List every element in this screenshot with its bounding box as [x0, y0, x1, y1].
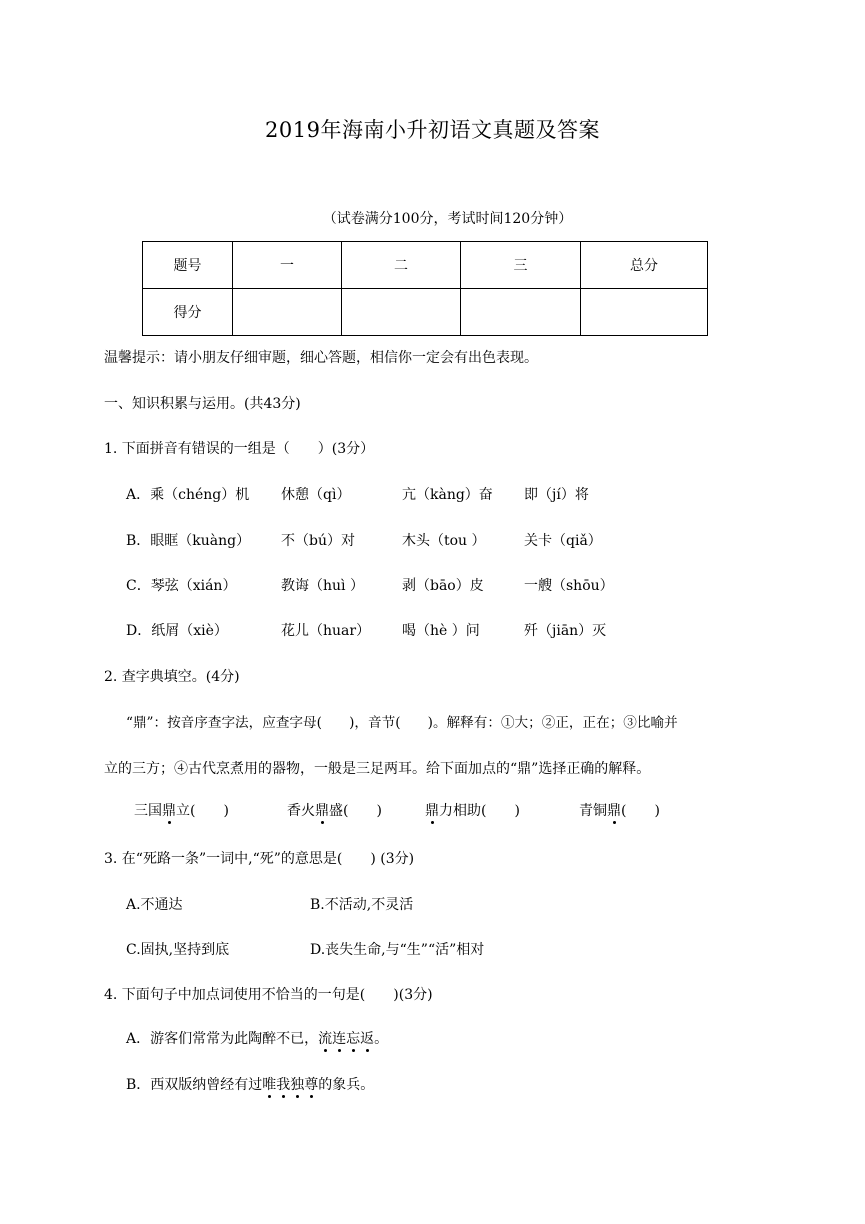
- tip-text: 温馨提示：请小朋友仔细审题，细心答题，相信你一定会有出色表现。: [104, 350, 538, 366]
- score-header-cell: 总分: [581, 242, 708, 289]
- q1-option-c-1: C．琴弦（xián）: [126, 578, 237, 594]
- dot-marked-char: 返: [360, 1028, 374, 1048]
- dot-marked-char: 连: [332, 1028, 346, 1048]
- score-header-cell: 三: [461, 242, 581, 289]
- q1-option-a-3: 亢（kàng）奋: [402, 487, 493, 503]
- score-table: [142, 241, 708, 336]
- dot-marked-char: 鼎: [315, 800, 329, 820]
- score-header-cell: 题号: [143, 242, 233, 289]
- dot-marked-char: 鼎: [607, 800, 621, 820]
- score-cell[interactable]: [342, 289, 461, 336]
- q1-option-b-1: B．眼眶（kuàng）: [126, 533, 251, 549]
- q1-option-c-3: 剥（bāo）皮: [402, 578, 484, 594]
- q1-option-d-1: D．纸屑（xiè）: [126, 623, 228, 639]
- q1-option-a-4: 即（jí）将: [524, 487, 589, 503]
- dot-marked-char: 鼎: [425, 800, 439, 820]
- dot-marked-char: 我: [276, 1074, 290, 1094]
- score-cell[interactable]: [581, 289, 708, 336]
- q1-option-b-2: 不（bú）对: [281, 533, 355, 549]
- score-cell[interactable]: [233, 289, 342, 336]
- q1-option-d-2: 花儿（huar）: [281, 623, 371, 639]
- question-2-stem: 2. 查字典填空。(4分): [104, 669, 240, 685]
- score-cell[interactable]: [461, 289, 581, 336]
- question-2-line-2: 立的三方；④古代烹煮用的器物，一般是三足两耳。给下面加点的“鼎”选择正确的解释。: [104, 761, 651, 777]
- q1-option-a-1: A．乘（chéng）机: [126, 487, 250, 503]
- q1-option-d-3: 喝（hè ）问: [402, 623, 480, 639]
- q3-option-d: D.丧失生命,与“生”“活”相对: [310, 942, 485, 958]
- dot-marked-char: 流: [318, 1028, 332, 1048]
- section-heading: 一、知识积累与运用。(共43分): [104, 396, 301, 412]
- q1-option-b-3: 木头（tou ）: [402, 533, 486, 549]
- q1-option-c-2: 教诲（huì ）: [281, 578, 364, 594]
- q2-item-2: 香火鼎盛( ): [287, 800, 382, 820]
- score-header-cell: 二: [342, 242, 461, 289]
- dot-marked-char: 忘: [346, 1028, 360, 1048]
- q4-option-b: B．西双版纳曾经有过唯我独尊的象兵。: [126, 1074, 374, 1094]
- q4-option-a: A．游客们常常为此陶醉不已，流连忘返。: [126, 1028, 388, 1048]
- question-1-stem: 1. 下面拼音有错误的一组是（ ）(3分）: [104, 441, 375, 457]
- q1-option-a-2: 休憩（qì）: [281, 487, 351, 503]
- q2-item-1: 三国鼎立( ): [134, 800, 229, 820]
- question-2-line-1: “鼎”：按音序查字法，应查字母( )，音节( )。解释有：①大；②正，正在；③比喻并: [126, 715, 678, 731]
- q3-option-c: C.固执,坚持到底: [126, 942, 230, 958]
- q1-option-b-4: 关卡（qiǎ）: [524, 533, 602, 549]
- q2-item-3: 鼎力相助( ): [425, 800, 520, 820]
- q3-option-b: B.不活动,不灵活: [310, 897, 414, 913]
- score-table-score-row: [143, 289, 708, 336]
- page-title: 2019年海南小升初语文真题及答案: [265, 118, 600, 142]
- score-header-cell: 一: [233, 242, 342, 289]
- q1-option-d-4: 歼（jiān）灭: [524, 623, 607, 639]
- dot-marked-char: 鼎: [162, 800, 176, 820]
- dot-marked-char: 独: [290, 1074, 304, 1094]
- score-row-label: 得分: [143, 289, 233, 336]
- q1-option-c-4: 一艘（shōu）: [524, 578, 614, 594]
- q2-item-4: 青铜鼎( ): [579, 800, 660, 820]
- q3-option-a: A.不通达: [126, 897, 183, 913]
- score-table-header-row: [143, 242, 708, 289]
- dot-marked-char: 尊: [304, 1074, 318, 1094]
- exam-subtitle: （试卷满分100分，考试时间120分钟）: [322, 211, 573, 227]
- dot-marked-char: 唯: [262, 1074, 276, 1094]
- question-4-stem: 4. 下面句子中加点词使用不恰当的一句是( )(3分): [104, 987, 433, 1003]
- question-3-stem: 3. 在“死路一条”一词中,“死”的意思是( ) (3分): [104, 851, 415, 867]
